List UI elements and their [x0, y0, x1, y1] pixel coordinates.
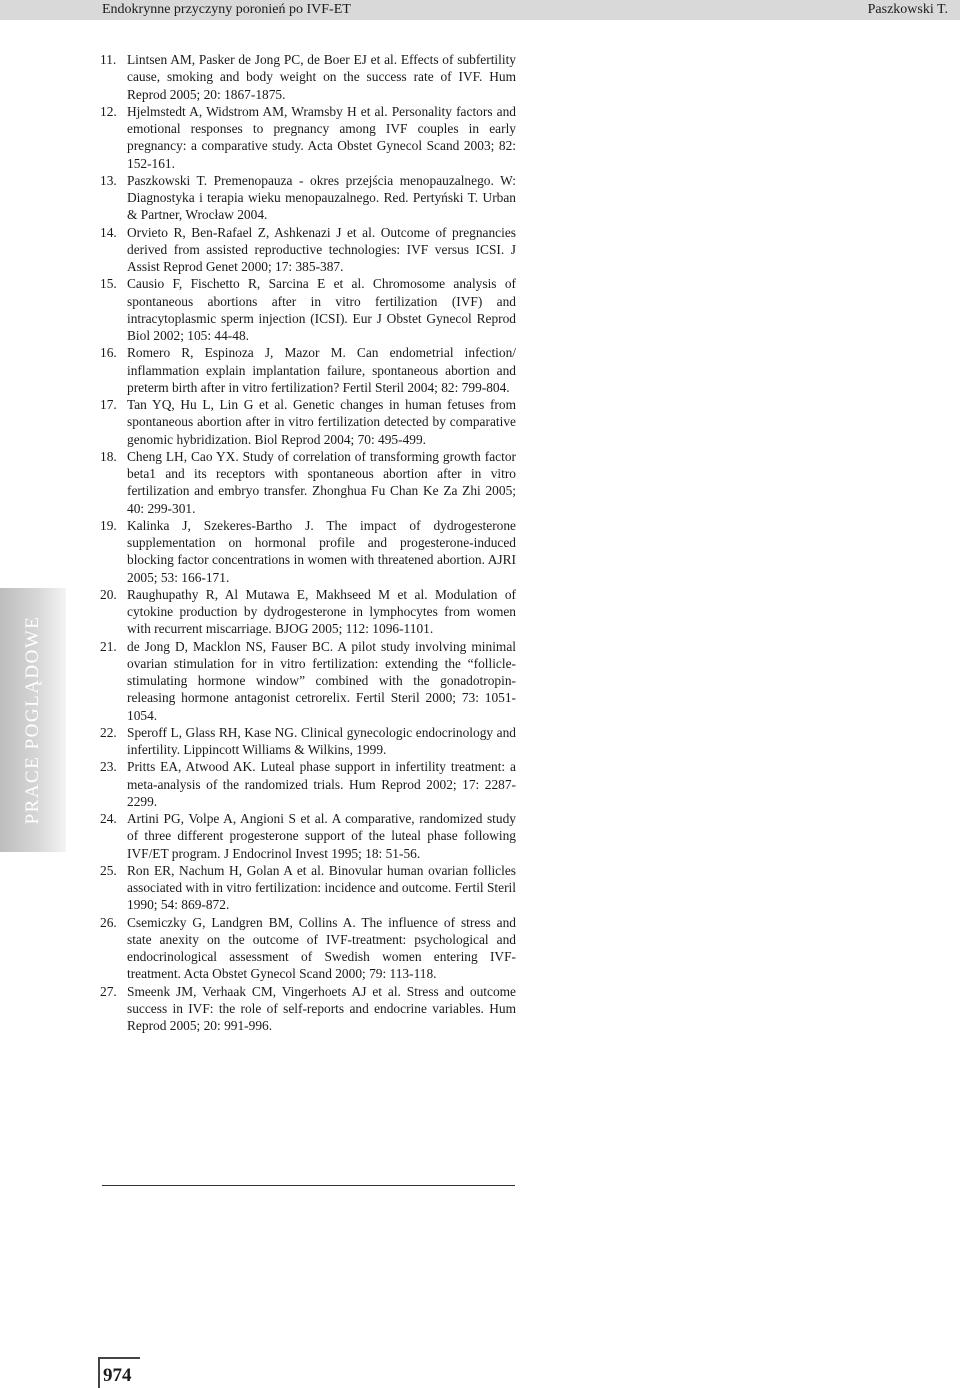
page-number: 974: [98, 1357, 140, 1388]
reference-text: Causio F, Fischetto R, Sarcina E et al. Chromosome analysis of spontaneous abortions after in vitro fertilization (IVF) and intracytoplasmic sperm injection (ICSI). Eur J Obstet Gynecol Reprod Biol 2002; 105: 44-48.: [127, 276, 516, 343]
reference-number: 18.: [100, 448, 117, 464]
header-author: Paszkowski T.: [867, 2, 948, 17]
reference-item: [100, 448, 516, 517]
reference-item: [100, 396, 516, 448]
footnote-divider: [102, 1185, 515, 1186]
reference-text: Romero R, Espinoza J, Mazor M. Can endometrial infection/ inflammation explain implantation failure, spontaneous abortion and preterm birth after in vitro fertilization? Fertil Steril 2004; 82: 799-804.: [127, 345, 516, 395]
reference-text: Orvieto R, Ben-Rafael Z, Ashkenazi J et al. Outcome of pregnancies derived from assisted reproductive technologies: IVF versus ICSI. J Assist Reprod Genet 2000; 17: 385-387.: [127, 224, 516, 274]
reference-number: 13.: [100, 172, 117, 188]
reference-item: [100, 103, 516, 172]
reference-number: 16.: [100, 345, 117, 361]
reference-text: Speroff L, Glass RH, Kase NG. Clinical gynecologic endocrinology and infertility. Lippincott Williams & Wilkins, 1999.: [127, 724, 516, 757]
reference-text: Raughupathy R, Al Mutawa E, Makhseed M et al. Modulation of cytokine production by dydrogesterone in lymphocytes from women with recurrent miscarriage. BJOG 2005; 112: 1096-1101.: [127, 586, 516, 637]
reference-text: Tan YQ, Hu L, Lin G et al. Genetic changes in human fetuses from spontaneous abortion after in vitro fertilization detected by comparative genomic hybridization. Biol Reprod 2004; 70: 495-499.: [127, 397, 516, 447]
reference-item: [100, 224, 516, 276]
reference-item: [100, 275, 516, 344]
reference-text: Lintsen AM, Pasker de Jong PC, de Boer EJ et al. Effects of subfertility cause, smoking and body weight on the success rate of IVF. Hum Reprod 2005; 20: 1867-1875.: [127, 52, 516, 102]
reference-item: [100, 172, 516, 224]
reference-number: 20.: [100, 586, 117, 602]
reference-item: [100, 810, 516, 862]
reference-text: Artini PG, Volpe A, Angioni S et al. A comparative, randomized study of three different progesterone support of the luteal phase following IVF/ET program. J Endocrinol Invest 1995; 18: 51-56.: [127, 811, 516, 861]
reference-text: Pritts EA, Atwood AK. Luteal phase support in infertility treatment: a meta-analysis of the randomized trials. Hum Reprod 2002; 17: 2287-2299.: [127, 759, 516, 809]
running-header: [0, 0, 960, 20]
reference-item: [100, 638, 516, 724]
reference-number: 19.: [100, 517, 117, 533]
reference-item: [100, 51, 516, 103]
reference-number: 26.: [100, 914, 117, 930]
reference-text: Hjelmstedt A, Widstrom AM, Wramsby H et al. Personality factors and emotional responses to pregnancy among IVF couples in early pregnancy: a comparative study. Acta Obstet Gynecol Scand 2003; 82: 152-161.: [127, 103, 516, 171]
reference-text: de Jong D, Macklon NS, Fauser BC. A pilot study involving minimal ovarian stimulation for in vitro fertilization: extending the “follicle-stimulating hormone window” combined with the gonadotropin-releasing hormone antagonist cetrorelix. Fertil Steril 2000; 73: 1051-1054.: [127, 638, 516, 723]
reference-number: 14.: [100, 224, 117, 240]
reference-text: Paszkowski T. Premenopauza - okres przejścia menopauzalnego. W: Diagnostyka i terapia wieku menopauzalnego. Red. Pertyński T. Urban & Partner, Wrocław 2004.: [127, 172, 516, 223]
reference-number: 23.: [100, 759, 117, 775]
reference-item: [100, 344, 516, 396]
section-side-tab: [0, 588, 66, 852]
reference-text: Ron ER, Nachum H, Golan A et al. Binovular human ovarian follicles associated with in vitro fertilization: incidence and outcome. Fertil Steril 1990; 54: 869-872.: [127, 862, 516, 913]
reference-item: [100, 517, 516, 586]
reference-number: 24.: [100, 811, 117, 826]
section-label: PRACE POGLĄDOWE: [22, 615, 43, 825]
reference-item: [100, 914, 516, 983]
reference-number: 25.: [100, 862, 117, 878]
reference-item: [100, 586, 516, 638]
reference-text: Smeenk JM, Verhaak CM, Vingerhoets AJ et al. Stress and outcome success in IVF: the role of self-reports and endocrine variables. Hum Reprod 2005; 20: 991-996.: [127, 983, 516, 1033]
reference-item: [100, 724, 516, 759]
reference-item: [100, 983, 516, 1035]
reference-number: 27.: [100, 983, 117, 999]
reference-number: 11.: [100, 52, 117, 67]
reference-number: 22.: [100, 724, 117, 740]
reference-list: [100, 51, 516, 1034]
reference-text: Kalinka J, Szekeres-Bartho J. The impact of dydrogesterone supplementation on hormonal profile and progesterone-induced blocking factor concentrations in women with threatened abortion. AJRI 2005; 53: 166-171.: [127, 517, 516, 585]
reference-item: [100, 862, 516, 914]
reference-text: Csemiczky G, Landgren BM, Collins A. The influence of stress and state anexity on the outcome of IVF-treatment: psychological and endocrinological assessment of Swedish women entering IVF-treatment. Acta Obstet Gynecol Scand 2000; 79: 113-118.: [127, 914, 516, 982]
header-title: Endokrynne przyczyny poronień po IVF-ET: [102, 2, 351, 17]
reference-item: [100, 758, 516, 810]
reference-text: Cheng LH, Cao YX. Study of correlation of transforming growth factor beta1 and its receptors with spontaneous abortion after in vitro fertilization and embryo transfer. Zhonghua Fu Chan Ke Za Zhi 2005; 40: 299-301.: [127, 448, 516, 516]
reference-number: 21.: [100, 638, 117, 654]
reference-number: 17.: [100, 397, 117, 412]
reference-number: 12.: [100, 103, 117, 119]
reference-number: 15.: [100, 276, 117, 292]
